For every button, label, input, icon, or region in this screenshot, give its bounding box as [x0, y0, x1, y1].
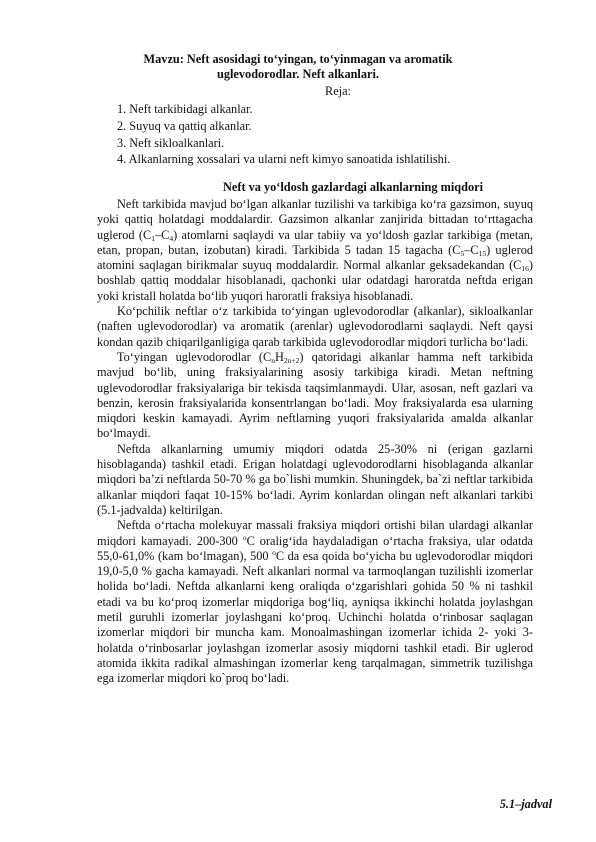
plan-item: 4. Alkanlarning xossalari va ularni neft kimyo sanoatida ishlatilishi. — [117, 152, 451, 167]
body-text — [97, 197, 533, 687]
page-title — [100, 52, 496, 82]
plan-list — [117, 101, 450, 168]
paragraph: To‘yingan uglevodorodlar $(C_nH_{2n+2})$ qatoridagi alkanlar hamma neft tarkibida mavjud bo‘lib, uning fraksiyalarining asosiy tarkibiga kiradi. Metan neftning uglevodorodlar fraksiyalariga bir tekisda taqsimlanmaydi. Ular, asosan, neft gazlari va benzin, kerosin fraksiyalarida konsentrlangan bo‘ladi. Moy fraksiyalarda esa ularning miqdori keskin kamayadi. Ayrim neftlarning yuqori fraksiyalarida amalda alkanlar bo‘lmaydi. — [97, 349, 534, 441]
paragraph: Neftda alkanlarning umumiy miqdori odatda 25-30% ni (erigan gazlarni hisoblaganda) tashkil etadi. Erigan holatdagi uglevodorodlarni hisoblaganda alkanlar miqdori ba’zi neftlarda 50-70 % ga bo`lishi mumkin. Shuningdek, ba`zi neftlar tarkibida alkanlar miqdori faqat 10-15% bo‘ladi. Ayrim konlardan olingan neft alkanlari tarkibi (5.1-jadvalda) keltirilgan. — [97, 441, 533, 517]
plan-item: 3. Neft sikloalkanlari. — [117, 135, 225, 150]
table-caption: 5.1–jadval — [499, 797, 552, 811]
paragraph: Ko‘pchilik neftlar o‘z tarkibida to‘yingan uglevodorodlar (alkanlar), sikloalkanlar (naften uglevodorodlar) va aromatik (arenlar) uglevodorodlarni saqlaydi. Neft qaysi kondan qazib chiqarilganligiga qarab tarkibida uglevodorodlar miqdori turlicha bo‘ladi. — [97, 304, 533, 349]
paragraph: Neft tarkibida mavjud bo‘lgan alkanlar tuzilishi va tarkibiga ko‘ra gazsimon, suyuq yoki qattiq holatdagi moddalardir. Gazsimon alkanlar zanjirida bittadan to‘rttagacha uglerod $(C_1-C_4)$ atomlarni saqlaydi va ular tabiiy va yo‘ldosh gazlar tarkibiga (metan, etan, propan, butan, izobutan) kiradi. Tarkibida 5 tadan 15 tagacha $(C_5-C_{15})$ uglerod atomini saqlagan birikmalar suyuq moddalardir. Normal alkanlar geksadekandan $(C_{16})$ boshlab qattiq moddalar hisoblanadi, qachonki ular odatdagi haroratda neftda erigan yoki kristall holatda bo‘lib yuqori haroratli fraksiya hisoblanadi. — [97, 197, 533, 303]
plan-item: 2. Suyuq va qattiq alkanlar. — [117, 118, 252, 133]
section-heading: Neft va yo‘ldosh gazlardagi alkanlarning miqdori — [223, 180, 483, 194]
title-line-2: uglevodorodlar. Neft alkanlari. — [217, 67, 379, 81]
title-line-1: Mavzu: Neft asosidagi to‘yingan, to‘yinmagan va aromatik — [143, 52, 453, 66]
plan-item: 1. Neft tarkibidagi alkanlar. — [117, 102, 253, 116]
plan-heading: Reja: — [325, 84, 351, 98]
paragraph: Neftda o‘rtacha molekuyar massali fraksiya miqdori ortishi bilan ulardagi alkanlar miqdori kamayadi. 200-300 $^o$C oralig‘ida haydaladigan o‘rtacha fraksiya, ular odatda 55,0-61,0% (kam bo‘lmagan), 500 $^o$C da esa qoida bo‘yicha bu uglevodorodlar miqdori 19,0-5,0 % gacha kamayadi. Neft alkanlari normal va tarmoqlangan tuzilishli izomerlar holida bo‘ladi. Neftda alkanlarni keng oraliqda o‘zgarishlari gohida 50 % ni tashkil etadi va bu ko‘proq izomerlar miqdoriga bog‘liq, ayniqsa ikkinchi holatda joylashgan metil guruhli izomerlar joylashgani ko‘proq. Uchinchi holatda o‘rinbosar saqlagan izomerlar miqdori bir muncha kam. Monoalmashingan izomerlar ichida 2- yoki 3-holatda o‘rinbosarlar joylashgan izomerlar asosiy miqdorni tashkil etadi. Bir uglerod atomida ikkita radikal almashingan izomerlar keng tarqalmagan, simmetrik tuzilishga ega izomerlar miqdori ko`proq bo‘ladi. — [97, 518, 533, 686]
